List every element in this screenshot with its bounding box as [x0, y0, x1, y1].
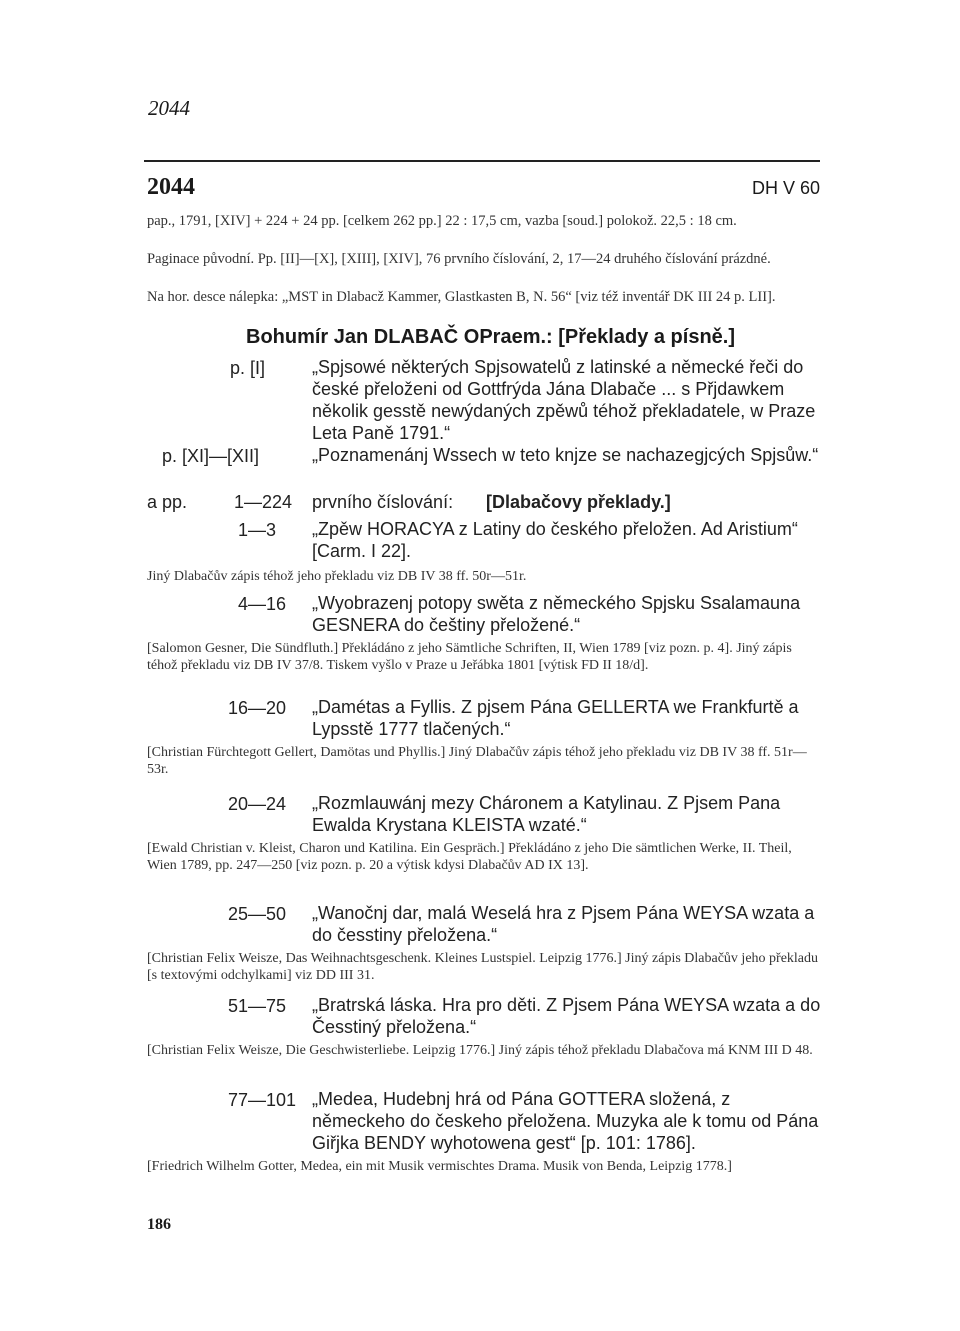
description-line: pap., 1791, [XIV] + 224 + 24 pp. [celkem 262 pp.] 22 : 17,5 cm, vazba [soud.] polokož. 22,5 : 18 cm. [147, 213, 737, 229]
item-note: [Ewald Christian v. Kleist, Charon und Katilina. Ein Gespräch.] Překládáno z jeho Die sämtlichen Werke, II. Theil, Wien 1789, pp. 247—250 [viz pozn. p. 20 a výtisk kdysi Dlabačův AD IX 13]. [147, 841, 792, 873]
item-note: [Friedrich Wilhelm Gotter, Medea, ein mit Musik vermischtes Drama. Musik von Benda, Leipzig 1778.] [147, 1159, 732, 1174]
description-line: Na hor. desce nálepka: „MST in Dlabacž Kammer, Glastkasten B, N. 56“ [viz též inventář DK III 24 p. LII]. [147, 289, 776, 305]
section-label: a pp. [147, 492, 188, 512]
entry-number: 2044 [147, 174, 195, 200]
item-title: „Poznamenánj Wssech w teto knjze se nachazegjcých Spjsůw.“ [312, 445, 819, 465]
item-title: „Zpěw HORACYA z Latiny do českého přeložen. Ad Aristium“ [Carm. I 22]. [312, 519, 798, 561]
item-title: „Medea, Hudebnj hrá od Pána GOTTERA složená, z německeho do českeho přeložena. Muzyka ale k tomu od Pána Giřjka BENDY wyhotowena gest“ [p. 101: 1786]. [312, 1089, 819, 1153]
header-rule [144, 160, 820, 162]
item-label: p. [XI]—[XII] [162, 446, 260, 466]
item-title: „Rozmlauwánj mezy Cháronem a Katylinau. Z Pjsem Pana Ewalda Krystana KLEISTA wzaté.“ [312, 793, 781, 835]
section-range: 1—224 [234, 492, 293, 512]
item-label: p. [I] [230, 358, 266, 378]
page-number: 186 [147, 1216, 171, 1233]
item-title: „Damétas a Fyllis. Z pjsem Pána GELLERTA we Frankfurtě a Lypsstě 1777 tlačených.“ [312, 697, 799, 739]
item-note: [Christian Felix Weisze, Die Geschwisterliebe. Leipzig 1776.] Jiný zápis téhož překladu Dlabačova má KNM III D 48. [147, 1043, 813, 1058]
item-pages: 1—3 [238, 520, 277, 540]
description-line: Paginace původní. Pp. [II]—[X], [XIII], [XIV], 76 prvního číslování, 2, 17—24 druhého číslování prázdné. [147, 251, 771, 267]
running-head: 2044 [148, 96, 190, 120]
item-title: „Wanočnj dar, malá Weselá hra z Pjsem Pána WEYSA wzata a do česstiny přeložena.“ [312, 903, 815, 945]
item-title: „Bratrská láska. Hra pro děti. Z Pjsem Pána WEYSA wzata a do Česstiný přeložena.“ [312, 995, 821, 1037]
item-pages: 4—16 [238, 594, 287, 614]
item-title: „Wyobrazenj potopy swěta z německého Spjsku Ssalamauna GESNERA do češtiny přeložené.“ [312, 593, 801, 635]
item-pages: 77—101 [228, 1090, 297, 1110]
item-note: Jiný Dlabačův zápis téhož jeho překladu viz DB IV 38 ff. 50r—51r. [147, 569, 527, 584]
section-text: prvního číslování: [312, 492, 454, 512]
item-pages: 20—24 [228, 794, 287, 814]
item-note: [Christian Fürchtegott Gellert, Damötas und Phyllis.] Jiný Dlabačův zápis téhož jeho překladu viz DB IV 38 ff. 51r—53r. [147, 745, 807, 777]
author-heading: Bohumír Jan DLABAČ OPraem.: [Překlady a písně.] [246, 326, 736, 348]
item-pages: 25—50 [228, 904, 287, 924]
item-title: „Spjsowé některých Spjsowatelů z latinské a německé řeči do české přeloženi od Gottfrýda Jána Dlabače ... s Přjdawkem několik gesstě newýdaných zpěwů téhož překladatele, w Praze Leta Paně 1791.“ [312, 357, 816, 443]
section-heading: [Dlabačovy překlady.] [486, 492, 671, 512]
item-note: [Christian Felix Weisze, Das Weihnachtsgeschenk. Kleines Lustspiel. Leipzig 1776.] Jiný zápis Dlabačův jeho překladu [s textovými odchylkami] viz DD III 31. [147, 951, 819, 983]
item-note: [Salomon Gesner, Die Sündfluth.] Překládáno z jeho Sämtliche Schriften, II, Wien 1789 [viz pozn. p. 4]. Jiný zápis téhož překladu viz DB IV 37/8. Tiskem vyšlo v Praze u Jeřábka 1801 [výtisk FD II 18/d]. [147, 641, 792, 673]
shelfmark: DH V 60 [751, 178, 820, 198]
item-pages: 16—20 [228, 698, 287, 718]
item-pages: 51—75 [228, 996, 287, 1016]
